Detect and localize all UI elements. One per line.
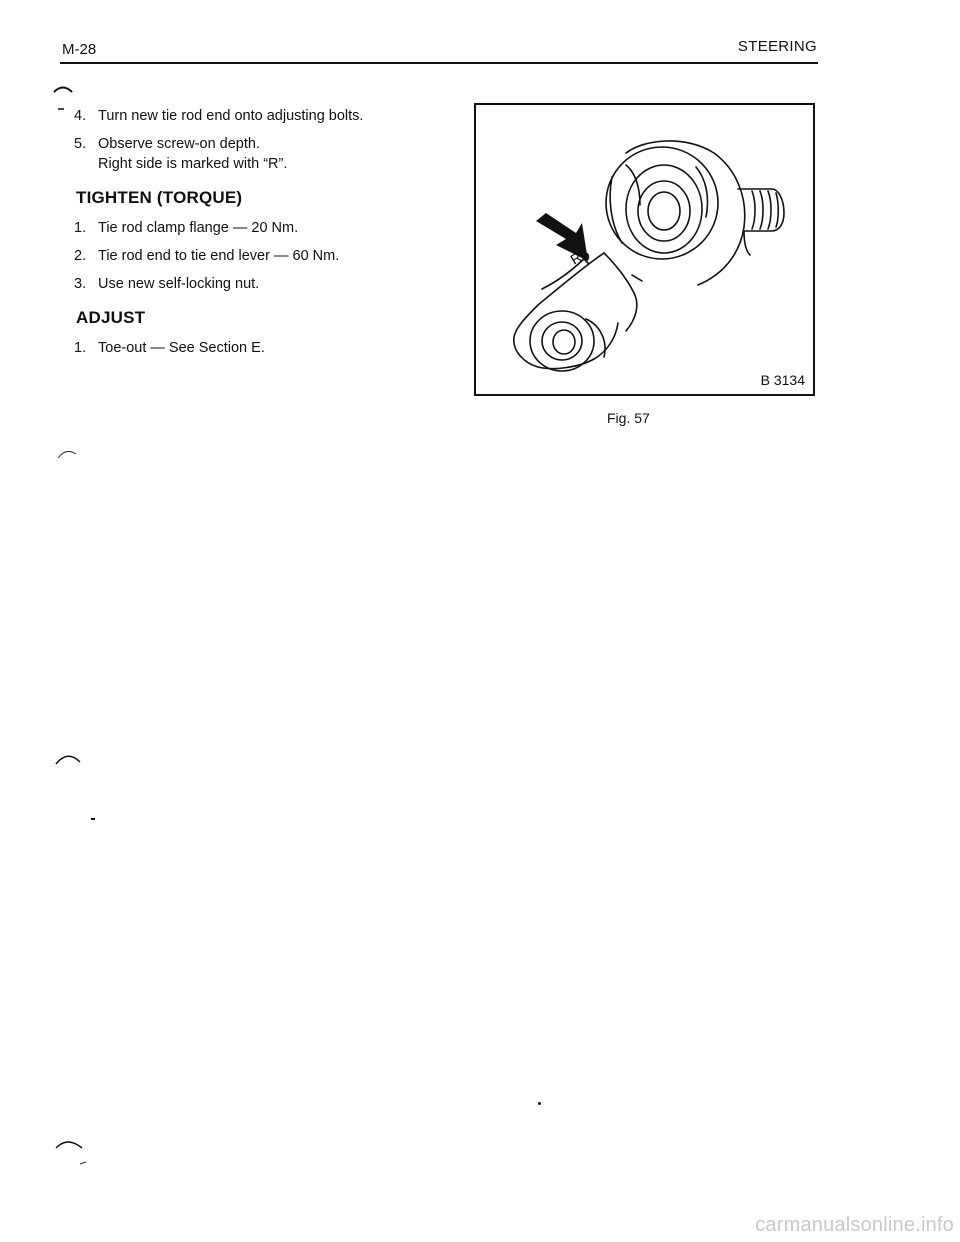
list-item	[74, 274, 414, 294]
item-number: 1.	[74, 340, 87, 356]
step-number: 4.	[74, 108, 87, 124]
margin-mark	[56, 446, 80, 462]
item-text: Toe-out — See Section E.	[98, 340, 265, 356]
list-item	[74, 338, 414, 358]
adjust-heading: ADJUST	[76, 308, 146, 327]
tighten-heading: TIGHTEN (TORQUE)	[76, 188, 243, 207]
arrow-marker	[536, 213, 588, 261]
figure-caption: Fig. 57	[607, 410, 650, 426]
text-column	[74, 106, 414, 366]
speck	[538, 1102, 541, 1105]
step-number: 5.	[74, 136, 87, 152]
tighten-list	[74, 218, 414, 294]
item-text: Tie rod end to tie end lever — 60 Nm.	[98, 248, 340, 264]
margin-mark	[50, 82, 80, 112]
figure-frame	[474, 103, 815, 396]
list-item	[74, 218, 414, 238]
item-text: Use new self-locking nut.	[98, 276, 260, 292]
margin-mark	[54, 750, 84, 770]
step-text: Observe screw-on depth.	[98, 136, 260, 152]
procedure-steps	[74, 106, 414, 174]
speck	[91, 818, 95, 820]
item-number: 1.	[74, 220, 87, 236]
margin-mark	[54, 1138, 90, 1170]
figure-id: B 3134	[760, 372, 805, 388]
list-item	[74, 134, 414, 174]
step-text-line2: Right side is marked with “R”.	[98, 156, 288, 172]
header-rule	[60, 62, 818, 64]
watermark: carmanualsonline.info	[755, 1214, 954, 1236]
step-text: Turn new tie rod end onto adjusting bolts.	[98, 108, 364, 124]
page-number: M-28	[62, 41, 97, 58]
part-marking-label: R	[567, 248, 585, 268]
list-item	[74, 106, 414, 126]
item-number: 3.	[74, 276, 87, 292]
item-number: 2.	[74, 248, 87, 264]
tie-rod-end-illustration	[476, 105, 813, 394]
list-item	[74, 246, 414, 266]
section-title: STEERING	[737, 38, 817, 55]
item-text: Tie rod clamp flange — 20 Nm.	[98, 220, 299, 236]
adjust-list	[74, 338, 414, 358]
